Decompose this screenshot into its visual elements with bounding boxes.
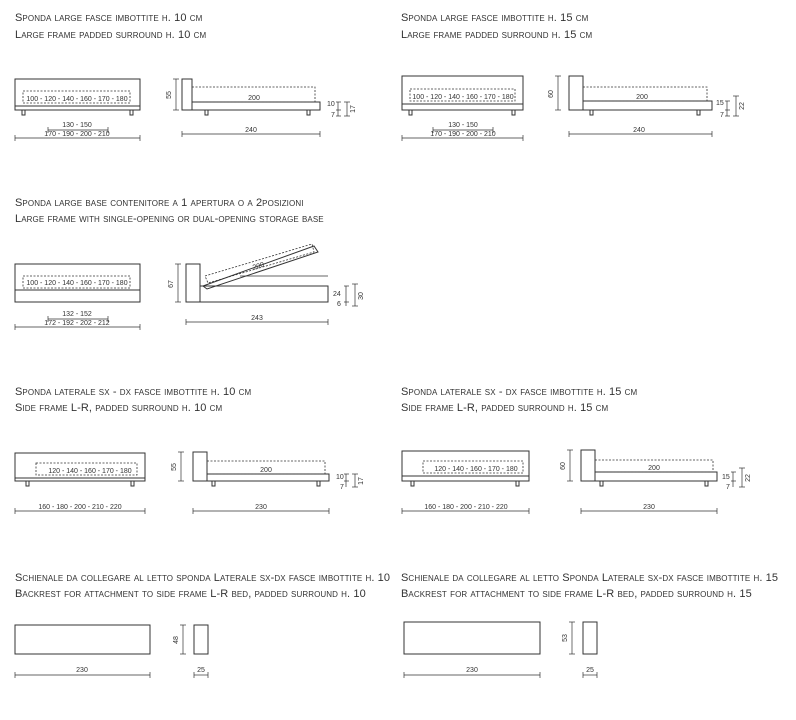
s4-foot	[26, 481, 29, 486]
s2-side-headboard	[569, 76, 583, 110]
s1-foot	[22, 110, 25, 115]
s4-foot	[131, 481, 134, 486]
s5-foot	[516, 481, 519, 486]
s2-total-height: 22	[739, 102, 746, 110]
s5-foot	[411, 481, 414, 486]
s5-total-height: 22	[745, 474, 752, 482]
s4-foot	[212, 481, 215, 486]
s6-backrest-side	[194, 625, 208, 654]
s1-foot	[307, 110, 310, 115]
s5-total-length: 230	[643, 504, 655, 511]
s1-front-frame	[15, 79, 140, 110]
s2-foot	[409, 110, 412, 115]
s4-total-height: 17	[358, 477, 365, 485]
s1-total-height: 17	[350, 105, 357, 113]
s1-foot	[130, 110, 133, 115]
s5-feet-height: 7	[726, 484, 730, 491]
s4-front-frame	[15, 453, 145, 481]
s2-width-b: 170 - 190 - 200 - 210	[430, 131, 496, 138]
section-7-drawings	[404, 622, 597, 678]
section-4-title-it: Sponda laterale sx - dx fasce imbottite h. 10 cm	[15, 386, 252, 398]
s3-mattress-length: 200	[251, 261, 266, 272]
s4-width: 160 - 180 - 200 - 210 - 220	[38, 504, 122, 511]
s4-headboard-height: 55	[171, 463, 178, 471]
s3-frame-height: 24	[333, 291, 341, 298]
s5-headboard-height: 60	[560, 462, 567, 470]
s7-height: 53	[562, 634, 569, 642]
s2-inner-range: 100 - 120 - 140 - 160 - 170 - 180	[412, 94, 514, 101]
s4-foot	[317, 481, 320, 486]
section-6-drawings	[15, 625, 208, 678]
section-5-title-en: Side frame L-R, padded surround h. 15 cm	[401, 402, 609, 414]
section-5-title-it: Sponda laterale sx - dx fasce imbottite h. 15 cm	[401, 386, 638, 398]
s6-height: 48	[173, 636, 180, 644]
s5-foot	[705, 481, 708, 486]
s3-headboard-height: 67	[168, 280, 175, 288]
s4-side-frame	[207, 474, 329, 481]
s1-frame-height: 10	[327, 101, 335, 108]
section-2-drawings	[402, 76, 746, 141]
s6-width: 230	[76, 667, 88, 674]
section-5-drawings	[402, 450, 752, 514]
s7-backrest-side	[583, 622, 597, 654]
s5-side-frame	[595, 472, 717, 481]
s5-inner-range: 120 - 140 - 160 - 170 - 180	[434, 466, 518, 473]
s5-frame-height: 15	[722, 474, 730, 481]
s2-foot	[512, 110, 515, 115]
section-6-title-en: Backrest for attachment to side frame L-R bed, padded surround h. 10	[15, 588, 366, 600]
s2-foot	[590, 110, 593, 115]
s4-mattress-length: 200	[260, 467, 272, 474]
s1-inner-range: 100 - 120 - 140 - 160 - 170 - 180	[26, 96, 128, 103]
section-2-title-en: Large frame padded surround h. 15 cm	[401, 29, 593, 41]
s7-backrest-front	[404, 622, 540, 654]
s2-mattress-length: 200	[636, 94, 648, 101]
s1-side-headboard	[182, 79, 192, 110]
s4-frame-height: 10	[336, 474, 344, 481]
s2-width-a: 130 - 150	[448, 122, 478, 129]
s1-total-length: 240	[245, 127, 257, 134]
s3-width-a: 132 - 152	[62, 311, 92, 318]
s2-feet-height: 7	[720, 112, 724, 119]
s3-total-length: 243	[251, 315, 263, 322]
s2-front-frame	[402, 76, 523, 110]
s2-total-length: 240	[633, 127, 645, 134]
s3-inner-range: 100 - 120 - 140 - 160 - 170 - 180	[26, 280, 128, 287]
s1-foot	[205, 110, 208, 115]
section-3-drawings	[15, 244, 365, 330]
section-7-title-it: Schienale da collegare al letto Sponda Laterale sx-dx fasce imbottite h. 15	[401, 572, 779, 584]
s4-feet-height: 7	[340, 484, 344, 491]
s5-mattress-length: 200	[648, 465, 660, 472]
s2-foot	[697, 110, 700, 115]
section-4-drawings	[15, 452, 365, 514]
section-7-title-en: Backrest for attachment to side frame L-R bed, padded surround h. 15	[401, 588, 752, 600]
s3-feet-height: 6	[337, 301, 341, 308]
s3-total-height: 30	[358, 292, 365, 300]
s5-foot	[600, 481, 603, 486]
s4-inner-range: 120 - 140 - 160 - 170 - 180	[48, 468, 132, 475]
s3-side-headboard	[186, 264, 200, 302]
s1-side-frame	[192, 102, 320, 110]
s1-headboard-height: 55	[166, 91, 173, 99]
section-3-title-en: Large frame with single-opening or dual-opening storage base	[15, 213, 324, 225]
s6-depth: 25	[197, 667, 205, 674]
s1-width-a: 130 - 150	[62, 122, 92, 129]
s3-side-storage-base	[200, 286, 328, 302]
section-1-title-it: Sponda large fasce imbottite h. 10 cm	[15, 12, 203, 24]
s5-side-headboard	[581, 450, 595, 481]
s1-feet-height: 7	[331, 112, 335, 119]
s4-total-length: 230	[255, 504, 267, 511]
s3-width-b: 172 - 192 - 202 - 212	[44, 320, 110, 327]
s7-depth: 25	[586, 667, 594, 674]
section-3-title-it: Sponda large base contenitore a 1 apertura o a 2posizioni	[15, 197, 304, 209]
s2-headboard-height: 60	[548, 90, 555, 98]
s6-backrest-front	[15, 625, 150, 654]
s2-frame-height: 15	[716, 100, 724, 107]
s2-side-frame	[583, 101, 712, 110]
s5-width: 160 - 180 - 200 - 210 - 220	[424, 504, 508, 511]
s4-side-headboard	[193, 452, 207, 481]
section-4-title-en: Side frame L-R, padded surround h. 10 cm	[15, 402, 223, 414]
s7-width: 230	[466, 667, 478, 674]
section-2-title-it: Sponda large fasce imbottite h. 15 cm	[401, 12, 589, 24]
section-6-title-it: Schienale da collegare al letto sponda Laterale sx-dx fasce imbottite h. 10	[15, 572, 391, 584]
s1-mattress-length: 200	[248, 95, 260, 102]
section-1-title-en: Large frame padded surround h. 10 cm	[15, 29, 207, 41]
section-1-drawings	[15, 79, 357, 141]
s1-width-b: 170 - 190 - 200 - 210	[44, 131, 110, 138]
